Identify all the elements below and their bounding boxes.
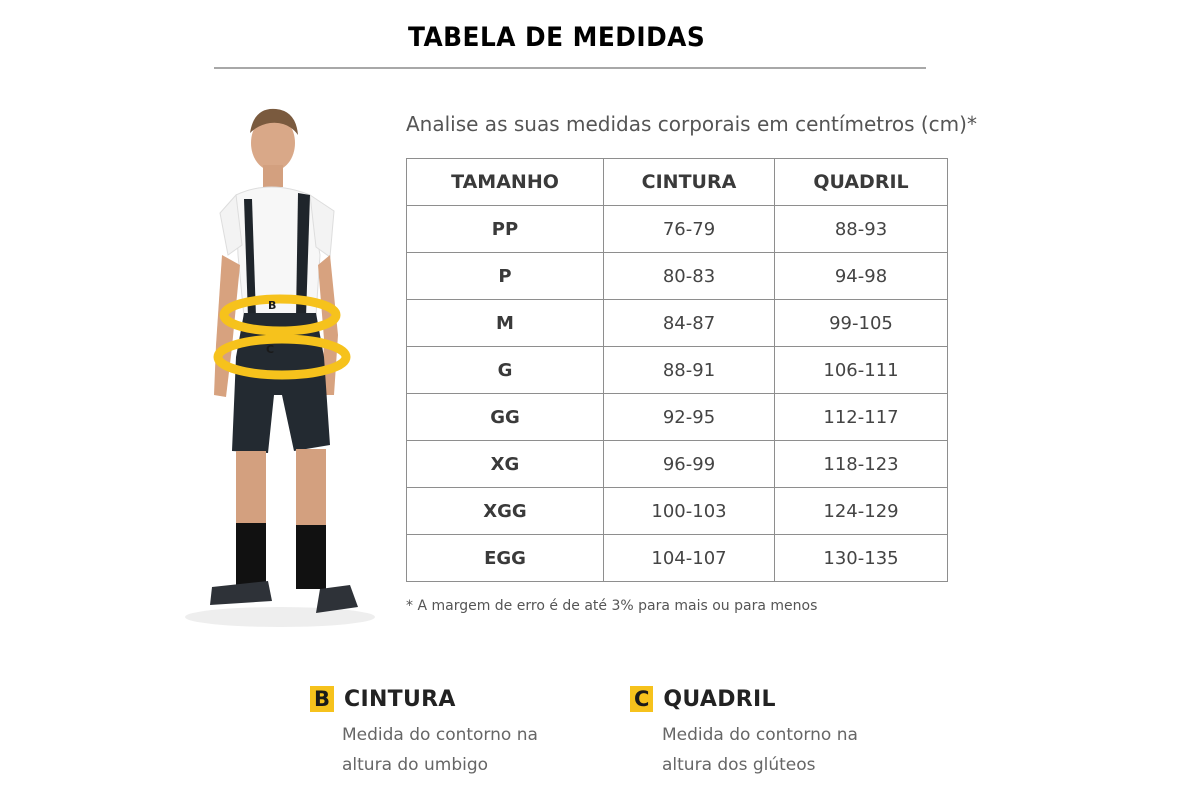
legend-cintura [310,686,582,780]
table-row [407,206,948,253]
legend-desc-line: altura do umbigo [342,755,489,775]
table-row [407,253,948,300]
size-cell: M [407,300,604,347]
page-title: TABELA DE MEDIDAS [408,22,706,53]
model-figure [170,95,400,635]
waist-cell: 104-107 [604,535,775,582]
hip-cell: 118-123 [775,441,948,488]
marker-c: C [266,343,275,356]
table-row [407,300,948,347]
hip-cell: 124-129 [775,488,948,535]
table-row [407,394,948,441]
header-cintura: CINTURA [604,159,775,206]
table-row [407,441,948,488]
waist-cell: 88-91 [604,347,775,394]
hip-cell: 130-135 [775,535,948,582]
table-row [407,535,948,582]
table-header-row [407,159,948,206]
table-row [407,347,948,394]
header-tamanho: TAMANHO [407,159,604,206]
footnote: * A margem de erro é de até 3% para mais ou para menos [406,598,818,614]
legend-desc-quadril [662,720,902,780]
legend-quadril [630,686,902,780]
legend-title-cintura: CINTURA [344,686,456,712]
hip-cell: 112-117 [775,394,948,441]
legend-desc-line: altura dos glúteos [662,755,816,775]
hip-cell: 94-98 [775,253,948,300]
waist-cell: 84-87 [604,300,775,347]
legend-desc-line: Medida do contorno na [662,725,858,745]
legend-desc-cintura [342,720,582,780]
size-cell: GG [407,394,604,441]
size-cell: PP [407,206,604,253]
size-table [406,158,948,582]
size-cell: EGG [407,535,604,582]
legend-desc-line: Medida do contorno na [342,725,538,745]
hip-cell: 106-111 [775,347,948,394]
size-cell: G [407,347,604,394]
size-cell: XGG [407,488,604,535]
hip-cell: 88-93 [775,206,948,253]
header-quadril: QUADRIL [775,159,948,206]
table-row [407,488,948,535]
legend-letter-c: C [630,686,653,712]
waist-cell: 100-103 [604,488,775,535]
legend-title-quadril: QUADRIL [663,686,776,712]
size-cell: P [407,253,604,300]
legend-letter-b: B [310,686,334,712]
title-divider [214,67,926,69]
marker-b: B [268,299,277,312]
waist-cell: 96-99 [604,441,775,488]
hip-cell: 99-105 [775,300,948,347]
waist-cell: 76-79 [604,206,775,253]
waist-cell: 80-83 [604,253,775,300]
waist-cell: 92-95 [604,394,775,441]
subtitle: Analise as suas medidas corporais em centímetros (cm)* [406,112,977,136]
size-cell: XG [407,441,604,488]
